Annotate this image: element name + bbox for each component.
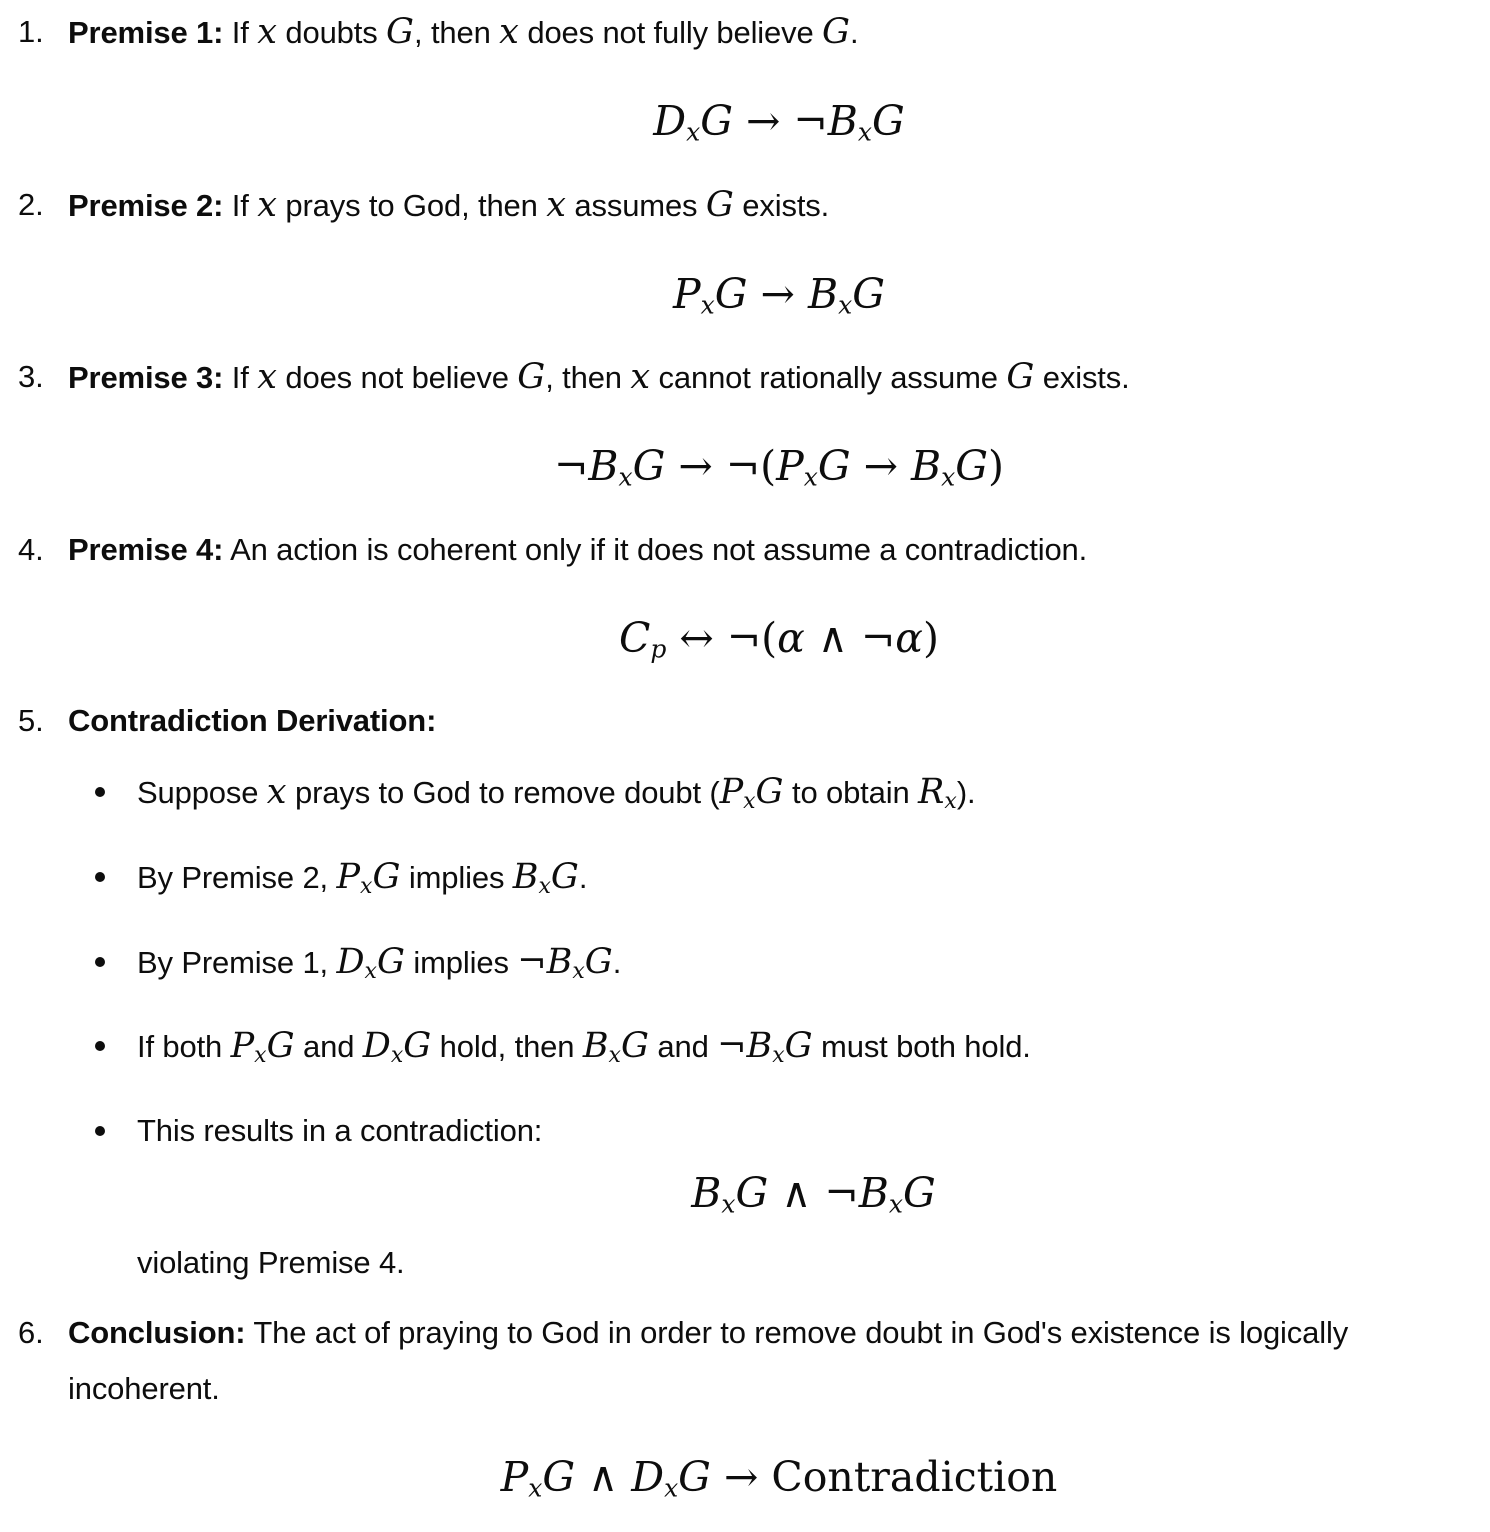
contradiction-formula [137, 1163, 1490, 1235]
item-number: 3. [18, 359, 44, 394]
math-subscript: x [686, 117, 701, 147]
premise-2-formula [68, 264, 1490, 336]
math-symbol: ¬ [517, 941, 547, 982]
math-variable: G [403, 1026, 432, 1067]
text-run: . [612, 944, 622, 980]
math-variable: G [517, 357, 546, 397]
math-subscript: x [528, 1473, 543, 1503]
step-text [137, 1103, 1490, 1159]
list-item-contradiction-derivation [0, 693, 1490, 1291]
math-subscript: x [360, 873, 373, 899]
math-variable: G [852, 269, 885, 318]
math-variable: G [817, 442, 851, 490]
derivation-step-3 [68, 934, 1490, 1000]
item-content [68, 349, 1490, 508]
derivation-bullet-list [68, 764, 1490, 1291]
derivation-step-4-text [137, 1018, 1490, 1084]
item-number: 1. [18, 14, 44, 49]
item-content [68, 693, 1490, 1291]
math-symbol: → [747, 269, 808, 318]
math-variable: G [902, 1169, 936, 1218]
list-item-premise-3 [0, 349, 1490, 508]
math-subscript: x [721, 1189, 736, 1219]
math-variable: x [257, 357, 277, 397]
text-run: implies [404, 944, 518, 980]
math-variable: G [542, 1452, 576, 1501]
math-subscript: x [364, 958, 377, 984]
item-content [68, 1305, 1490, 1519]
item-number: 5. [18, 703, 44, 738]
math-variable: G [620, 1026, 649, 1067]
premise-3-text [68, 349, 1490, 406]
math-variable: G [678, 1452, 711, 1501]
text-run: If both [137, 1029, 231, 1065]
step-text [137, 934, 1490, 1000]
derivation-step-5 [68, 1103, 1490, 1291]
math-variable: x [499, 12, 519, 52]
contradiction-derivation-heading [68, 693, 1490, 749]
math-variable: G [955, 442, 989, 490]
math-variable: B [582, 1026, 609, 1067]
math-subscript: x [838, 290, 853, 319]
conclusion-text [68, 1305, 1490, 1417]
math-subscript: x [700, 290, 715, 319]
math-symbol: ∧ ¬ [768, 1169, 859, 1218]
text-run: does not believe [276, 360, 518, 395]
premise-4-formula [68, 608, 1490, 680]
text-run: doubts [276, 15, 387, 50]
list-item-premise-4 [0, 522, 1490, 680]
math-subscript: x [743, 788, 756, 814]
bold-text-run: Premise 4: [68, 531, 224, 567]
text-run: exists. [733, 187, 830, 223]
text-run: This results in a contradiction: [137, 1113, 543, 1149]
math-variable: D [336, 941, 365, 982]
text-run: , then [414, 15, 500, 50]
derivation-step-5-text [137, 1103, 1490, 1291]
derivation-step-4 [68, 1018, 1490, 1084]
math-variable: P [719, 772, 744, 812]
list-item-premise-2 [0, 177, 1490, 336]
math-symbol: ∧ [575, 1452, 632, 1501]
text-run: ). [956, 775, 976, 810]
math-variable: B [746, 1026, 773, 1067]
text-run: By Premise 1, [137, 944, 337, 980]
math-variable: x [257, 184, 277, 225]
bold-text-run: Premise 3: [68, 360, 224, 395]
math-variable: α [895, 613, 923, 662]
math-subscript: x [608, 1043, 621, 1069]
text-run: An action is coherent only if it does not assume a contradiction. [223, 531, 1088, 567]
math-variable: G [784, 1026, 813, 1067]
math-variable: B [588, 442, 619, 490]
math-subscript: x [572, 958, 585, 984]
premise-1-formula [68, 91, 1490, 163]
bullet-icon [95, 872, 105, 882]
math-variable: P [230, 1026, 255, 1067]
math-subscript: x [857, 117, 872, 147]
math-subscript: x [772, 1043, 785, 1069]
text-run: . [850, 15, 859, 50]
step-text [137, 849, 1490, 915]
text-run: prays to God, then [276, 187, 547, 223]
math-symbol: ) [922, 613, 939, 662]
math-variable: x [546, 184, 566, 225]
derivation-step-1 [68, 764, 1490, 830]
math-variable: G [755, 772, 784, 812]
math-variable: G [584, 941, 613, 982]
math-symbol: ∧ ¬ [804, 613, 896, 662]
premise-3-formula [68, 436, 1490, 508]
premise-4-text [68, 522, 1490, 578]
text-run: . [578, 859, 588, 895]
premise-1-text [68, 4, 1490, 61]
item-content [68, 4, 1490, 163]
item-content [68, 522, 1490, 680]
item-number: 2. [18, 186, 44, 222]
math-variable: B [691, 1169, 722, 1218]
list-item-conclusion [0, 1305, 1490, 1519]
text-run: hold, then [431, 1029, 583, 1065]
text-run: By Premise 2, [137, 859, 337, 895]
math-variable: G [872, 97, 905, 145]
math-subscript: x [538, 873, 551, 899]
math-variable: P [673, 269, 701, 318]
math-symbol: ¬ [717, 1026, 747, 1067]
math-variable: G [372, 856, 401, 897]
math-variable: R [918, 772, 945, 812]
math-symbol: ¬ [553, 442, 589, 490]
math-variable: B [827, 97, 858, 145]
math-subscript: x [944, 788, 957, 814]
text-run: to obtain [783, 775, 919, 810]
math-subscript: p [650, 634, 667, 663]
math-variable: B [911, 442, 942, 490]
math-variable: P [336, 856, 361, 897]
math-variable: x [257, 12, 277, 52]
math-variable: B [807, 269, 839, 318]
bold-text-run: Premise 1: [68, 15, 224, 50]
math-variable: α [777, 613, 805, 662]
math-variable: D [653, 97, 687, 145]
text-run: If [223, 187, 258, 223]
math-variable: G [550, 856, 579, 897]
math-variable: G [1006, 357, 1035, 397]
math-symbol: → ¬( [665, 442, 777, 490]
math-variable: C [619, 613, 651, 662]
derivation-step-2-text [137, 849, 1490, 915]
text-run: cannot rationally assume [650, 360, 1007, 395]
math-variable: G [700, 97, 733, 145]
derivation-step-1-text [137, 764, 1490, 830]
math-symbol: ↔ ¬( [666, 613, 778, 662]
math-subscript: x [664, 1473, 679, 1503]
bullet-icon [95, 957, 105, 967]
math-variable: G [386, 12, 415, 52]
math-subscript: x [803, 462, 818, 492]
text-run: If [223, 360, 258, 395]
bullet-icon [95, 787, 105, 797]
math-variable: G [266, 1026, 295, 1067]
math-variable: G [376, 941, 405, 982]
text-run: does not fully believe [518, 15, 823, 50]
text-run: assumes [565, 187, 706, 223]
text-run: and [294, 1029, 363, 1065]
bold-text-run: Contradiction Derivation: [68, 703, 437, 738]
math-variable: G [705, 184, 734, 225]
text-run: and [648, 1029, 718, 1065]
math-symbol: ) [988, 442, 1005, 490]
math-variable: x [266, 772, 287, 812]
bold-text-run: Premise 2: [68, 187, 224, 223]
math-variable: x [630, 357, 651, 397]
math-variable: B [512, 856, 539, 897]
math-variable: B [546, 941, 573, 982]
item-number: 6. [18, 1314, 44, 1350]
premise-2-text [68, 177, 1490, 234]
math-symbol: → Contradiction [710, 1452, 1058, 1501]
conclusion-formula [68, 1447, 1490, 1519]
bold-text-run: Conclusion: [68, 1314, 246, 1350]
math-symbol: → [850, 442, 912, 490]
math-variable: G [822, 12, 851, 52]
math-variable: D [362, 1026, 391, 1067]
math-variable: P [500, 1452, 529, 1501]
text-run: prays to God to remove doubt ( [286, 775, 720, 810]
derivation-step-2 [68, 849, 1490, 915]
math-symbol: → ¬ [732, 97, 828, 145]
math-subscript: x [390, 1043, 404, 1069]
text-run: exists. [1034, 360, 1130, 395]
math-subscript: x [888, 1189, 903, 1219]
derivation-step-3-text [137, 934, 1490, 1000]
list-item-premise-1 [0, 4, 1490, 163]
item-number: 4. [18, 531, 44, 567]
math-subscript: x [618, 462, 633, 492]
math-subscript: x [941, 462, 956, 492]
math-variable: B [858, 1169, 889, 1218]
text-run: violating Premise 4. [137, 1244, 405, 1280]
bullet-icon [95, 1041, 105, 1051]
bullet-icon [95, 1126, 105, 1136]
math-variable: G [632, 442, 666, 490]
text-run: If [223, 15, 258, 50]
math-variable: P [776, 442, 804, 490]
item-content [68, 177, 1490, 336]
step-text [137, 764, 1490, 830]
text-run: must both hold. [812, 1029, 1031, 1065]
math-variable: D [631, 1452, 665, 1501]
text-run: The act of praying to God in order to remove doubt in God's existence is logically incoherent. [68, 1314, 1349, 1406]
math-subscript: x [254, 1043, 267, 1069]
violating-premise-text [137, 1235, 1490, 1291]
text-run: implies [400, 859, 513, 895]
math-variable: G [735, 1169, 769, 1218]
math-variable: G [714, 269, 748, 318]
text-run: Suppose [137, 775, 267, 810]
step-text [137, 1018, 1490, 1084]
text-run: , then [545, 360, 631, 395]
